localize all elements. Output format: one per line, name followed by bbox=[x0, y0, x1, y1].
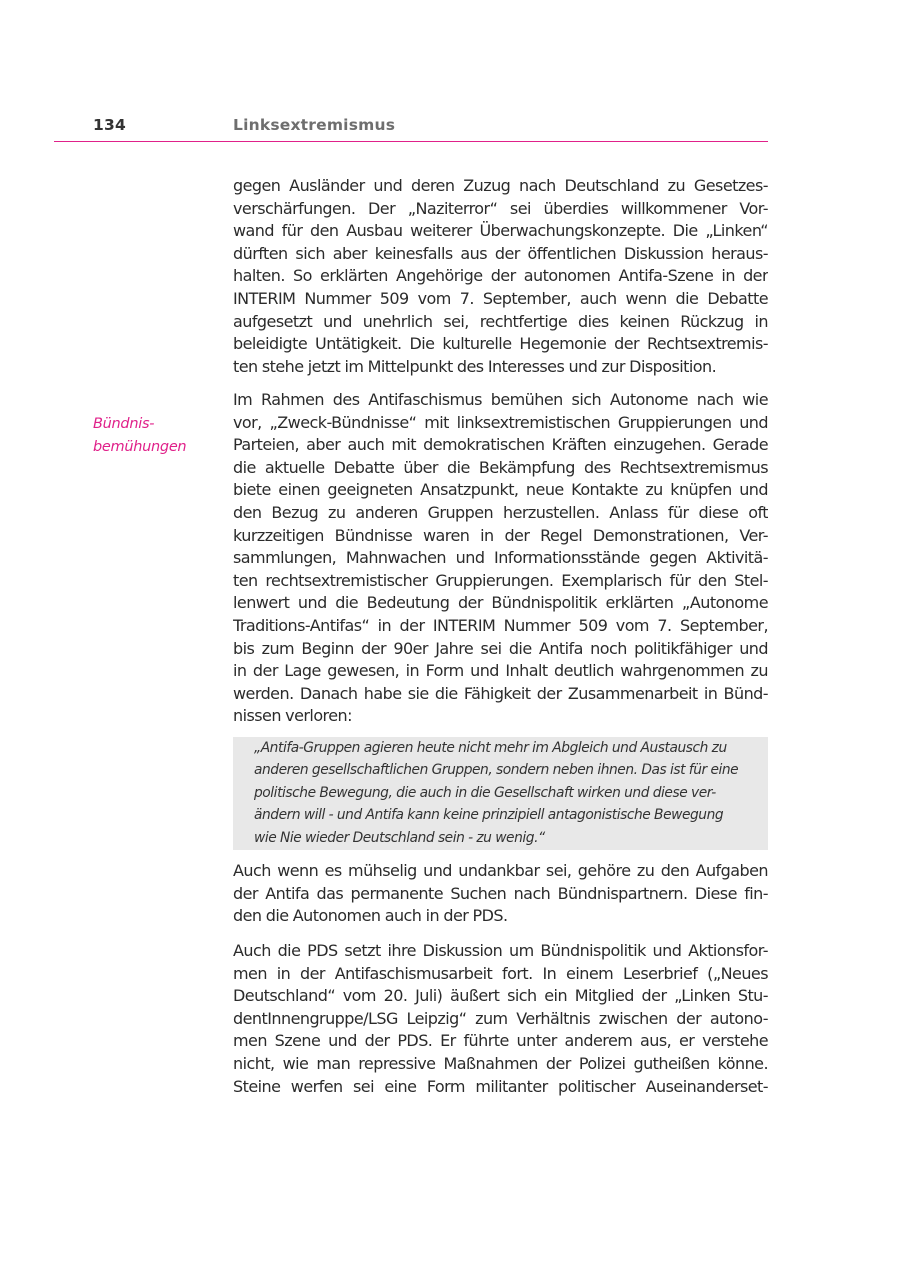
text-line: dentInnengruppe/LSG Leipzig“ zum Verhältnis zwischen der autono- bbox=[233, 1008, 768, 1028]
text-line: in der Lage gewesen, in Form und Inhalt deutlich wahrgenommen zu bbox=[233, 661, 768, 681]
text-line: werden. Danach habe sie die Fähigkeit der Zusammenarbeit in Bünd- bbox=[233, 683, 768, 703]
text-line: Auch die PDS setzt ihre Diskussion um Bündnispolitik und Aktionsfor- bbox=[233, 941, 768, 960]
text-line: men Szene und der PDS. Er führte unter anderem aus, er verstehe bbox=[233, 1031, 768, 1051]
quote-line: anderen gesellschaftlichen Gruppen, sondern neben ihnen. Das ist für eine bbox=[254, 762, 739, 779]
text-line: Auch wenn es mühselig und undankbar sei, gehöre zu den Aufgaben bbox=[233, 861, 768, 880]
text-line: aufgesetzt und unehrlich sei, rechtfertige dies keinen Rückzug in bbox=[233, 311, 768, 331]
quote-line: ändern will - und Antifa kann keine prinzipiell antagonistische Bewegung bbox=[254, 807, 724, 824]
paragraph-1 bbox=[233, 175, 768, 378]
margin-note bbox=[93, 413, 218, 458]
page-number: 134 bbox=[93, 116, 126, 134]
text-line: Traditions-Antifas“ in der INTERIM Nummer 509 vom 7. September, bbox=[233, 615, 768, 635]
paragraph-2 bbox=[233, 389, 768, 728]
text-line: halten. So erklärten Angehörige der autonomen Antifa-Szene in der bbox=[233, 266, 768, 286]
header-rule bbox=[54, 141, 768, 142]
text-line: nicht, wie man repressive Maßnahmen der Polizei gutheißen könne. bbox=[233, 1053, 768, 1073]
text-line: der Antifa das permanente Suchen nach Bündnispartnern. Diese fin- bbox=[233, 883, 768, 903]
text-line: vor, „Zweck-Bündnisse“ mit linksextremistischen Gruppierungen und bbox=[233, 412, 768, 432]
text-line: nissen verloren: bbox=[233, 706, 352, 726]
text-line: die aktuelle Debatte über die Bekämpfung des Rechtsextremismus bbox=[233, 457, 768, 477]
text-line: Im Rahmen des Antifaschismus bemühen sich Autonome nach wie bbox=[233, 390, 768, 409]
text-line: Parteien, aber auch mit demokratischen Kräften einzugehen. Gerade bbox=[233, 435, 768, 455]
text-line: sammlungen, Mahnwachen und Informationsstände gegen Aktivitä- bbox=[233, 548, 768, 568]
text-line: ten rechtsextremistischer Gruppierungen. Exemplarisch für den Stel- bbox=[233, 570, 768, 590]
paragraph-3 bbox=[233, 860, 768, 928]
quote-box bbox=[233, 737, 768, 850]
quote-line: politische Bewegung, die auch in die Gesellschaft wirken und diese ver- bbox=[254, 784, 716, 801]
text-line: kurzzeitigen Bündnisse waren in der Regel Demonstrationen, Ver- bbox=[233, 525, 768, 545]
text-line: ten stehe jetzt im Mittelpunkt des Interesses und zur Disposition. bbox=[233, 356, 717, 376]
text-line: den die Autonomen auch in der PDS. bbox=[233, 906, 508, 926]
text-line: bis zum Beginn der 90er Jahre sei die Antifa noch politikfähiger und bbox=[233, 638, 768, 658]
text-line: Steine werfen sei eine Form militanter politischer Auseinanderset- bbox=[233, 1076, 768, 1096]
text-line: gegen Ausländer und deren Zuzug nach Deutschland zu Gesetzes- bbox=[233, 176, 768, 195]
text-line: Deutschland“ vom 20. Juli) äußert sich ein Mitglied der „Linken Stu- bbox=[233, 986, 768, 1006]
text-line: INTERIM Nummer 509 vom 7. September, auch wenn die Debatte bbox=[233, 288, 768, 308]
paragraph-4 bbox=[233, 940, 768, 1098]
text-line: lenwert und die Bedeutung der Bündnispolitik erklärten „Autonome bbox=[233, 593, 768, 613]
quote-line: wie Nie wieder Deutschland sein - zu wenig.“ bbox=[254, 829, 545, 846]
margin-note-line: bemühungen bbox=[93, 438, 187, 455]
running-title: Linksextremismus bbox=[233, 116, 396, 134]
text-line: verschärfungen. Der „Naziterror“ sei überdies willkommener Vor- bbox=[233, 198, 768, 218]
text-line: den Bezug zu anderen Gruppen herzustellen. Anlass für diese oft bbox=[233, 502, 768, 522]
text-line: dürften sich aber keinesfalls aus der öffentlichen Diskussion heraus- bbox=[233, 243, 768, 263]
text-line: men in der Antifaschismusarbeit fort. In einem Leserbrief („Neues bbox=[233, 963, 768, 983]
quote-line: „Antifa-Gruppen agieren heute nicht mehr im Abgleich und Austausch zu bbox=[254, 740, 727, 756]
text-line: wand für den Ausbau weiterer Überwachungskonzepte. Die „Linken“ bbox=[233, 221, 768, 241]
text-line: biete einen geeigneten Ansatzpunkt, neue Kontakte zu knüpfen und bbox=[233, 480, 768, 500]
text-line: beleidigte Untätigkeit. Die kulturelle Hegemonie der Rechtsextremis- bbox=[233, 334, 768, 354]
margin-note-line: Bündnis- bbox=[93, 416, 155, 432]
